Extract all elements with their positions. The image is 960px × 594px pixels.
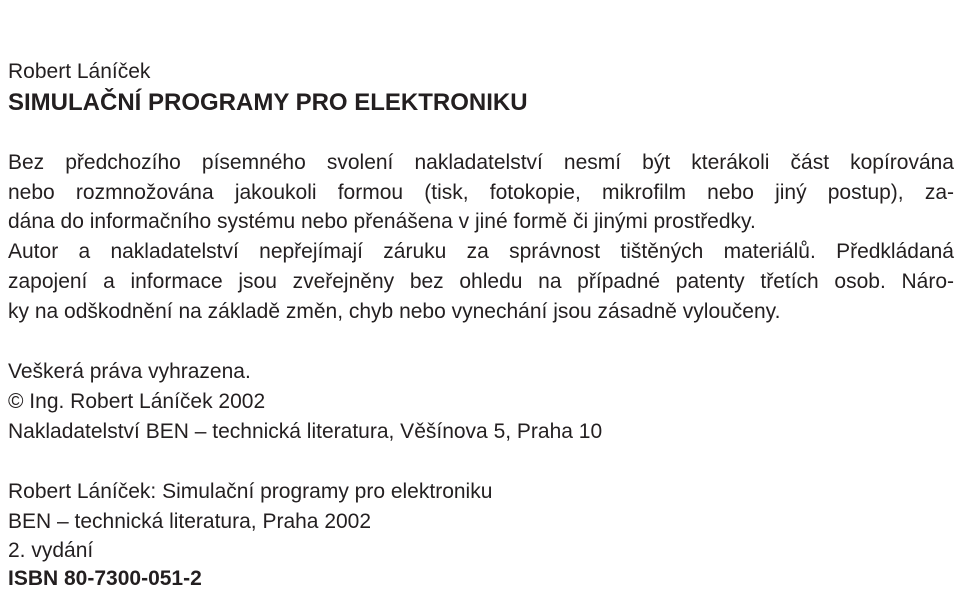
copyright-line: © Ing. Robert Láníček 2002 [8,390,266,413]
citation-title: Robert Láníček: Simulační programy pro elektroniku [8,480,493,503]
notice-line: nebo rozmnožována jakoukoli formou (tisk, fotokopie, mikrofilm nebo jiný postup), za- [8,181,954,204]
author-name: Robert Láníček [8,60,151,83]
notice-line: Bez předchozího písemného svolení nakladatelství nesmí být kterákoli část kopírována [8,151,954,174]
edition: 2. vydání [8,539,94,562]
book-title: SIMULAČNÍ PROGRAMY PRO ELEKTRONIKU [8,89,528,116]
notice-line: zapojení a informace jsou zveřejněny bez ohledu na případné patenty třetích osob. Náro- [8,270,954,293]
citation-publisher: BEN – technická literatura, Praha 2002 [8,510,372,533]
notice-line: ky na odškodnění na základě změn, chyb nebo vynechání jsou zásadně vyloučeny. [8,300,781,323]
imprint-page [8,0,954,594]
publisher-line: Nakladatelství BEN – technická literatura, Věšínova 5, Praha 10 [8,420,603,443]
notice-line: Autor a nakladatelství nepřejímají záruku za správnost tištěných materiálů. Předkládaná [8,240,954,263]
isbn: ISBN 80-7300-051-2 [8,567,202,590]
rights-reserved: Veškerá práva vyhrazena. [8,360,251,383]
notice-line: dána do informačního systému nebo přenášena v jiné formě či jinými prostředky. [8,210,756,233]
